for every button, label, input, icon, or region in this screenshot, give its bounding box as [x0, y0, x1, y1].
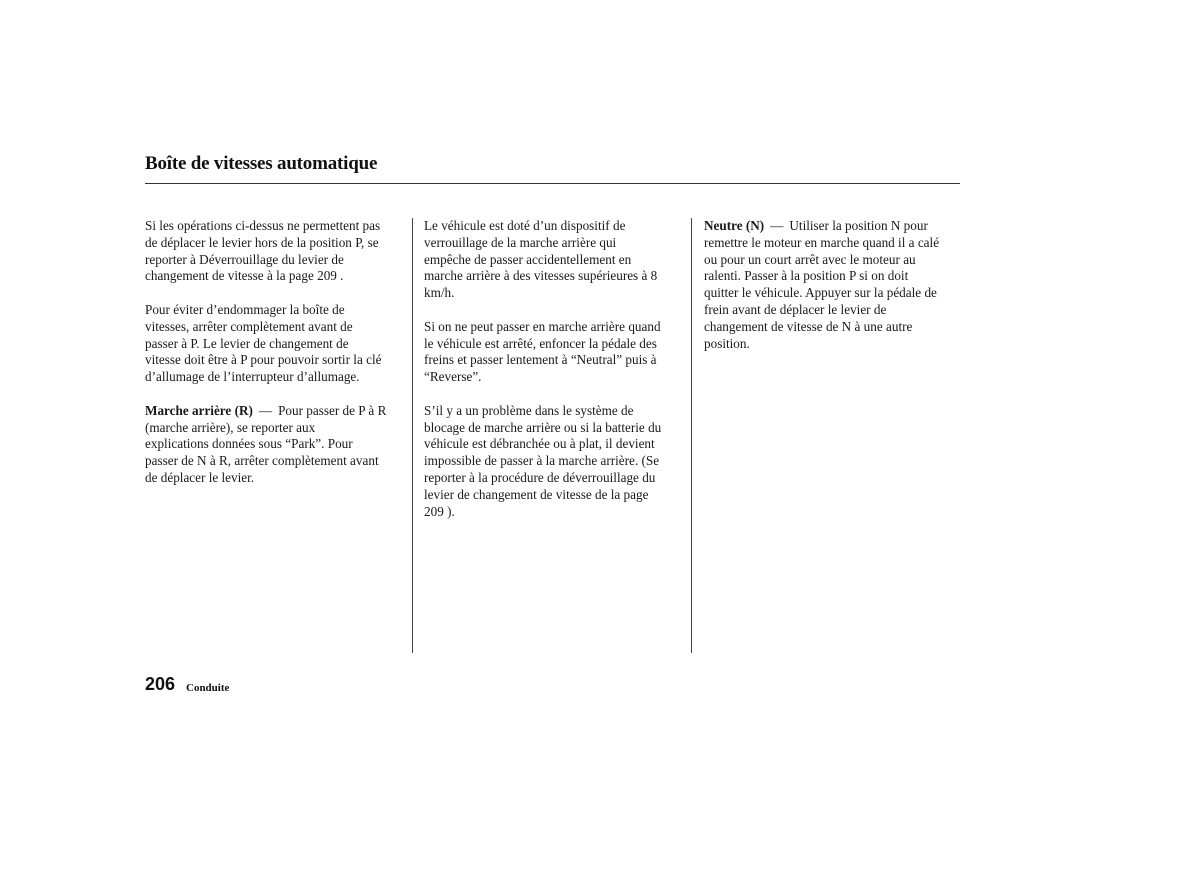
paragraph: [424, 403, 679, 521]
section-name: Conduite: [186, 682, 230, 694]
text-line: reporter à Déverrouillage du levier de: [145, 251, 344, 267]
text-line: (marche arrière), se reporter aux: [145, 419, 316, 435]
page-number: 206: [145, 674, 176, 694]
column-divider: [412, 218, 413, 653]
text-line: [704, 218, 959, 235]
text-fragment: Utiliser la position N pour: [789, 218, 928, 233]
text-fragment: Pour passer de P à R: [278, 402, 387, 418]
page-title: Boîte de vitesses automatique: [145, 153, 378, 174]
text-line: changement de vitesse à la page 209 .: [145, 268, 344, 284]
text-line: passer à P. Le levier de changement de: [145, 335, 349, 351]
text-line: ou pour un court arrêt avec le moteur au: [704, 251, 916, 267]
paragraph-neutre: [704, 218, 959, 352]
text-line: blocage de marche arrière ou si la batterie du: [424, 419, 662, 435]
paragraph: [424, 218, 679, 302]
text-line: verrouillage de la marche arrière qui: [424, 234, 617, 250]
text-line: d’allumage de l’interrupteur d’allumage.: [145, 369, 360, 385]
title-rule: [145, 183, 960, 184]
text-line: explications données sous “Park”. Pour: [145, 436, 353, 452]
text-column-3: [704, 218, 959, 369]
text-line: vitesses, arrêter complètement avant de: [145, 318, 353, 334]
paragraph: [145, 218, 400, 285]
text-line: véhicule est débranchée ou à plat, il devient: [424, 436, 655, 452]
text-line: [145, 403, 400, 420]
text-line: empêche de passer accidentellement en: [424, 251, 632, 267]
text-line: Si les opérations ci-dessus ne permettent pas: [145, 218, 381, 233]
text-line: passer de N à R, arrêter complètement avant: [145, 453, 379, 469]
text-line: position.: [704, 335, 750, 351]
text-line: km/h.: [424, 285, 455, 301]
text-line: reporter à la procédure de déverrouillage du: [424, 469, 656, 485]
term-heading: Marche arrière (R): [145, 402, 253, 418]
paragraph-marche-arriere: [145, 403, 400, 487]
text-line: remettre le moteur en marche quand il a calé: [704, 234, 940, 250]
text-line: 209 ).: [424, 503, 455, 519]
text-line: marche arrière à des vitesses supérieures à 8: [424, 268, 658, 284]
text-column-1: [145, 218, 400, 504]
em-dash: —: [258, 402, 273, 418]
em-dash: —: [770, 218, 784, 233]
text-line: freins et passer lentement à “Neutral” puis à: [424, 352, 657, 368]
text-line: changement de vitesse de N à une autre: [704, 318, 913, 334]
text-column-2: [424, 218, 679, 537]
text-line: impossible de passer à la marche arrière. (Se: [424, 453, 660, 469]
term-heading: Neutre (N): [704, 218, 765, 233]
column-divider: [691, 218, 692, 653]
text-line: ralenti. Passer à la position P si on doit: [704, 268, 909, 284]
text-line: Pour éviter d’endommager la boîte de: [145, 301, 345, 317]
text-line: de déplacer le levier.: [145, 469, 255, 485]
text-line: quitter le véhicule. Appuyer sur la pédale de: [704, 285, 937, 301]
text-line: Le véhicule est doté d’un dispositif de: [424, 218, 626, 233]
text-line: frein avant de déplacer le levier de: [704, 301, 887, 317]
paragraph: [424, 319, 679, 386]
text-line: levier de changement de vitesse de la page: [424, 486, 649, 502]
text-line: vitesse doit être à P pour pouvoir sortir la clé: [145, 352, 382, 368]
paragraph: [145, 302, 400, 386]
text-line: “Reverse”.: [424, 369, 482, 385]
text-line: Si on ne peut passer en marche arrière quand: [424, 318, 661, 334]
text-line: le véhicule est arrêté, enfoncer la pédale des: [424, 335, 657, 351]
text-line: de déplacer le levier hors de la position P, se: [145, 234, 379, 250]
text-line: S’il y a un problème dans le système de: [424, 402, 634, 418]
